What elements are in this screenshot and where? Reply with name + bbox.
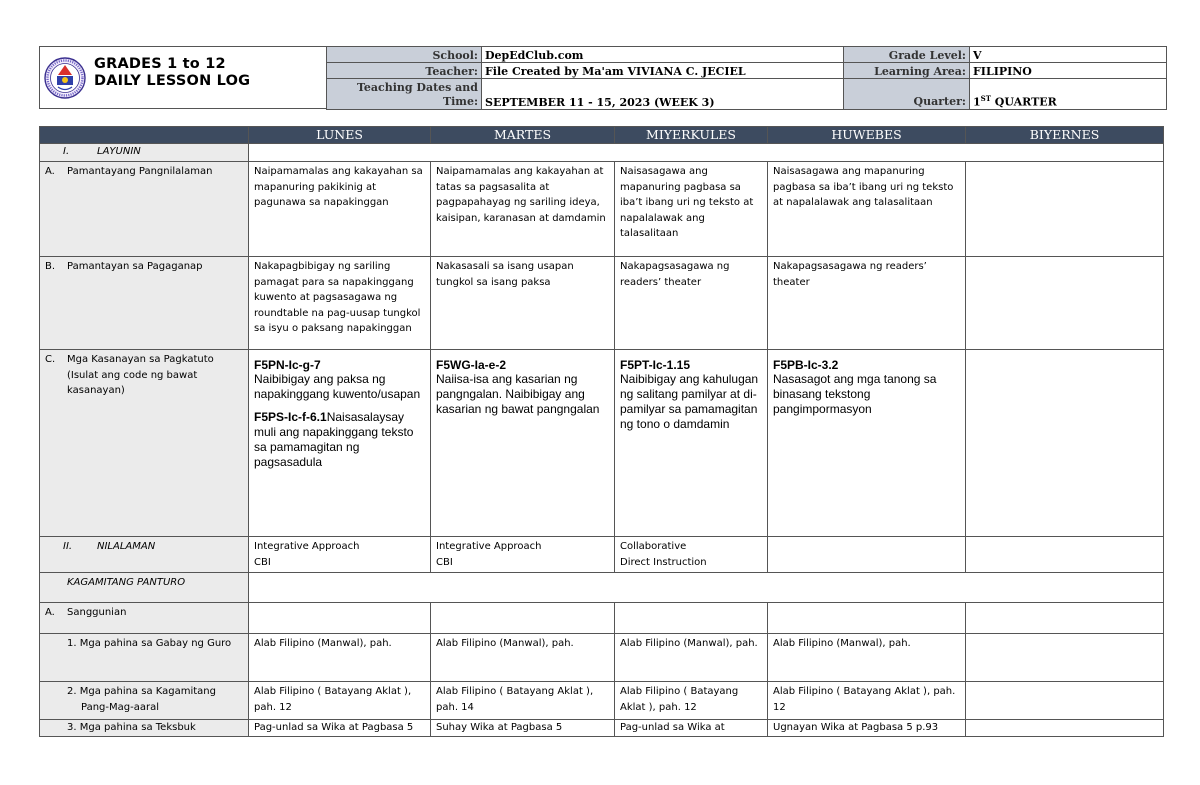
row-teksbuk <box>40 720 1164 737</box>
days-header-row <box>40 127 1164 144</box>
pangnilalaman-wed: Naisasagawa ang mapanuring pagbasa sa iba’t ibang uri ng teksto at napalalawak ang talasalitaan <box>615 162 768 257</box>
mag-aaral-thu: Alab Filipino ( Batayang Aklat ), pah. 12 <box>768 682 966 720</box>
kasanayan-text: Mga Kasanayan sa Pagkatuto (Isulat ang code ng bawat kasanayan) <box>67 354 214 396</box>
layunin-span <box>249 144 1164 162</box>
mag-aaral-fri <box>966 682 1164 720</box>
day-monday: LUNES <box>249 127 431 144</box>
info-table <box>326 46 1167 110</box>
teaching-dates-value: SEPTEMBER 11 - 15, 2023 (WEEK 3) <box>482 79 844 110</box>
mag-aaral-label <box>40 682 249 720</box>
teksbuk-fri <box>966 720 1164 737</box>
nilalaman-label <box>40 537 249 573</box>
sanggunian-tue <box>431 603 615 634</box>
mag-aaral-text-line1: 2. Mga pahina sa Kagamitang <box>67 686 216 697</box>
quarter-word: QUARTER <box>990 96 1057 109</box>
kagamitan-text: KAGAMITANG PANTURO <box>67 577 186 588</box>
teksbuk-mon: Pag-unlad sa Wika at Pagbasa 5 <box>249 720 431 737</box>
nilalaman-tue-line2: CBI <box>436 556 453 568</box>
kagamitan-label <box>40 573 249 603</box>
nilalaman-wed <box>615 537 768 573</box>
quarter-value <box>970 79 1167 110</box>
row-gabay-ng-guro <box>40 634 1164 682</box>
tue-competency-code: F5WG-Ia-e-2 <box>436 358 507 372</box>
grade-level-value: V <box>970 47 1167 63</box>
row-pamantayang-pangnilalaman <box>40 162 1164 257</box>
mag-aaral-wed: Alab Filipino ( Batayang Aklat ), pah. 12 <box>615 682 768 720</box>
pangnilalaman-index: A. <box>45 166 55 177</box>
learning-area-label: Learning Area: <box>844 63 970 79</box>
nilalaman-number: II. <box>63 541 73 552</box>
gabay-text: 1. Mga pahina sa Gabay ng Guro <box>67 638 232 649</box>
layunin-text: LAYUNIN <box>97 146 141 157</box>
teksbuk-wed: Pag-unlad sa Wika at <box>615 720 768 737</box>
sanggunian-wed <box>615 603 768 634</box>
mag-aaral-tue: Alab Filipino ( Batayang Aklat ), pah. 14 <box>431 682 615 720</box>
pangnilalaman-fri <box>966 162 1164 257</box>
kagamitan-span <box>249 573 1164 603</box>
gabay-fri <box>966 634 1164 682</box>
nilalaman-thu <box>768 537 966 573</box>
teksbuk-text: 3. Mga pahina sa Teksbuk <box>67 722 196 733</box>
day-wednesday: MIYERKULES <box>615 127 768 144</box>
quarter-number: 1 <box>973 96 981 109</box>
kasanayan-index: C. <box>45 354 56 365</box>
nilalaman-mon-line2: CBI <box>254 556 271 568</box>
pangnilalaman-thu: Naisasagawa ang mapanuring pagbasa sa iba’t ibang uri ng teksto at napalalawak ang talasalitaan <box>768 162 966 257</box>
layunin-label <box>40 144 249 162</box>
teacher-value: File Created by Ma'am VIVIANA C. JECIEL <box>482 63 844 79</box>
pangnilalaman-label <box>40 162 249 257</box>
nilalaman-tue <box>431 537 615 573</box>
row-kagamitang-mag-aaral <box>40 682 1164 720</box>
teacher-label: Teacher: <box>327 63 482 79</box>
quarter-suffix: ST <box>980 94 991 104</box>
dll-title <box>94 56 250 90</box>
title-daily-lesson-log: DAILY LESSON LOG <box>94 73 251 89</box>
day-thursday: HUWEBES <box>768 127 966 144</box>
pangnilalaman-tue: Naipamamalas ang kakayahan at tatas sa pagsasalita at pagpapahayag ng sariling ideya, kaisipan, karanasan at damdamin <box>431 162 615 257</box>
nilalaman-text: NILALAMAN <box>97 541 156 552</box>
sanggunian-index: A. <box>45 607 55 618</box>
pagganap-label <box>40 257 249 350</box>
thu-competency-code: F5PB-Ic-3.2 <box>773 358 839 372</box>
title-grades: GRADES 1 to 12 <box>94 56 226 72</box>
gabay-label <box>40 634 249 682</box>
sanggunian-thu <box>768 603 966 634</box>
row-pamantayan-pagganap <box>40 257 1164 350</box>
pagganap-index: B. <box>45 261 56 272</box>
mon-competency-desc-1: Naibibigay ang paksa ng napakinggang kuwento/usapan <box>254 372 421 401</box>
pagganap-mon: Nakapagbibigay ng sariling pamagat para sa napakinggang kuwento at pagsasagawa ng roundtable na pag-uusap tungkol sa isyu o paksang napakinggan <box>249 257 431 350</box>
teksbuk-thu: Ugnayan Wika at Pagbasa 5 p.93 <box>768 720 966 737</box>
teaching-dates-label: Teaching Dates and Time: <box>327 79 482 110</box>
tue-competency-desc: Naiisa-isa ang kasarian ng pangngalan. Naibibigay ang kasarian ng bawat pangngalan <box>436 372 600 416</box>
lesson-log-table <box>39 126 1164 737</box>
sanggunian-text: Sanggunian <box>67 607 127 618</box>
teksbuk-label <box>40 720 249 737</box>
pagganap-fri <box>966 257 1164 350</box>
row-kagamitang-panturo <box>40 573 1164 603</box>
teksbuk-tue: Suhay Wika at Pagbasa 5 <box>431 720 615 737</box>
thu-competency-desc: Nasasagot ang mga tanong sa binasang tekstong pangimpormasyon <box>773 372 937 416</box>
kasanayan-thu <box>768 350 966 537</box>
mon-competency-2 <box>254 410 425 470</box>
quarter-label: Quarter: <box>844 79 970 110</box>
wed-competency-desc: Naibibigay ang kahulugan ng salitang pamilyar at di-pamilyar sa pamamagitan ng tono o damdamin <box>620 372 759 431</box>
nilalaman-wed-line1: Collaborative <box>620 541 687 552</box>
day-friday: BIYERNES <box>966 127 1164 144</box>
nilalaman-wed-line2: Direct Instruction <box>620 556 707 568</box>
day-tuesday: MARTES <box>431 127 615 144</box>
days-header-blank <box>40 127 249 144</box>
deped-seal-icon <box>44 49 86 107</box>
row-mga-kasanayan <box>40 350 1164 537</box>
row-sanggunian <box>40 603 1164 634</box>
mag-aaral-mon: Alab Filipino ( Batayang Aklat ), pah. 12 <box>249 682 431 720</box>
pangnilalaman-mon: Naipamamalas ang kakayahan sa mapanuring pakikinig at pagunawa sa napakinggan <box>249 162 431 257</box>
sanggunian-mon <box>249 603 431 634</box>
nilalaman-fri <box>966 537 1164 573</box>
gabay-mon: Alab Filipino (Manwal), pah. <box>249 634 431 682</box>
learning-area-value: FILIPINO <box>970 63 1167 79</box>
nilalaman-tue-line1: Integrative Approach <box>436 541 542 552</box>
kasanayan-tue <box>431 350 615 537</box>
nilalaman-mon <box>249 537 431 573</box>
grade-level-label: Grade Level: <box>844 47 970 63</box>
kasanayan-label <box>40 350 249 537</box>
gabay-wed: Alab Filipino (Manwal), pah. <box>615 634 768 682</box>
pagganap-tue: Nakasasali sa isang usapan tungkol sa isang paksa <box>431 257 615 350</box>
mag-aaral-text-line2: Pang-Mag-aaral <box>81 701 159 713</box>
kasanayan-wed <box>615 350 768 537</box>
kasanayan-fri <box>966 350 1164 537</box>
pagganap-thu: Nakapagsasagawa ng readers’ theater <box>768 257 966 350</box>
row-nilalaman <box>40 537 1164 573</box>
school-label: School: <box>327 47 482 63</box>
gabay-thu: Alab Filipino (Manwal), pah. <box>768 634 966 682</box>
pangnilalaman-text: Pamantayang Pangnilalaman <box>67 166 213 177</box>
school-value: DepEdClub.com <box>482 47 844 63</box>
sanggunian-fri <box>966 603 1164 634</box>
sanggunian-label <box>40 603 249 634</box>
mon-competency-desc-2: Naisasalaysay muli ang napakinggang teksto sa pamamagitan ng pagsasadula <box>254 410 414 469</box>
kasanayan-mon <box>249 350 431 537</box>
gabay-tue: Alab Filipino (Manwal), pah. <box>431 634 615 682</box>
row-layunin <box>40 144 1164 162</box>
mon-competency-code-1: F5PN-Ic-g-7 <box>254 358 321 372</box>
pagganap-text: Pamantayan sa Pagaganap <box>67 261 203 272</box>
wed-competency-code: F5PT-Ic-1.15 <box>620 358 691 372</box>
nilalaman-mon-line1: Integrative Approach <box>254 541 360 552</box>
layunin-number: I. <box>63 146 70 157</box>
mon-competency-code-2: F5PS-Ic-f-6.1 <box>254 410 327 424</box>
pagganap-wed: Nakapagsasagawa ng readers’ theater <box>615 257 768 350</box>
